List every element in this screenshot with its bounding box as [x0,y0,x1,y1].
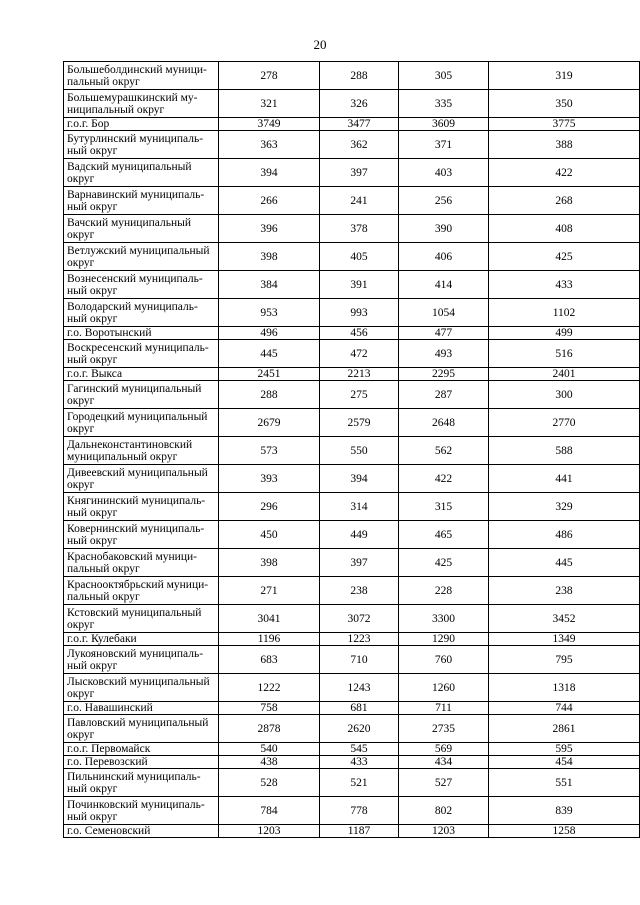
value-cell-2: 778 [320,797,399,825]
table-row [64,299,640,327]
municipality-name-cell: Вадский муниципальный округ [64,159,219,187]
value-cell-4: 329 [489,493,640,521]
municipality-name-cell: Лукояновский муниципаль- ный округ [64,646,219,674]
municipality-name-cell: Ковернинский муниципаль- ный округ [64,521,219,549]
value-cell-2: 2579 [320,409,399,437]
value-cell-1: 1203 [219,825,320,838]
value-cell-1: 683 [219,646,320,674]
municipality-name-cell: Павловский муниципальный округ [64,715,219,743]
value-cell-2: 314 [320,493,399,521]
value-cell-2: 710 [320,646,399,674]
value-cell-3: 477 [399,327,489,340]
value-cell-3: 465 [399,521,489,549]
table-row [64,577,640,605]
value-cell-3: 390 [399,215,489,243]
table-row [64,493,640,521]
value-cell-2: 545 [320,743,399,756]
value-cell-2: 1223 [320,633,399,646]
value-cell-3: 760 [399,646,489,674]
value-cell-1: 271 [219,577,320,605]
table-row [64,159,640,187]
value-cell-3: 434 [399,756,489,769]
value-cell-2: 449 [320,521,399,549]
value-cell-3: 3609 [399,118,489,131]
value-cell-1: 278 [219,62,320,90]
value-cell-2: 456 [320,327,399,340]
value-cell-4: 744 [489,702,640,715]
municipality-name-cell: г.о.г. Бор [64,118,219,131]
value-cell-4: 486 [489,521,640,549]
value-cell-4: 454 [489,756,640,769]
value-cell-3: 406 [399,243,489,271]
municipality-name-cell: Вачский муниципальный округ [64,215,219,243]
value-cell-3: 287 [399,381,489,409]
value-cell-1: 573 [219,437,320,465]
municipality-name-cell: Городецкий муниципальный округ [64,409,219,437]
municipality-name-cell: г.о.г. Первомайск [64,743,219,756]
table-row [64,271,640,299]
value-cell-4: 433 [489,271,640,299]
value-cell-4: 839 [489,797,640,825]
municipality-name-cell: г.о.г. Кулебаки [64,633,219,646]
municipality-name-cell: Пильнинский муниципаль- ный округ [64,769,219,797]
value-cell-2: 288 [320,62,399,90]
value-cell-1: 528 [219,769,320,797]
table-row [64,340,640,368]
value-cell-1: 396 [219,215,320,243]
value-cell-2: 326 [320,90,399,118]
value-cell-4: 300 [489,381,640,409]
value-cell-3: 371 [399,131,489,159]
table-row [64,605,640,633]
value-cell-4: 350 [489,90,640,118]
municipality-name-cell: Большемурашкинский му- ниципальный округ [64,90,219,118]
value-cell-4: 1318 [489,674,640,702]
municipality-name-cell: Варнавинский муниципаль- ный округ [64,187,219,215]
value-cell-4: 388 [489,131,640,159]
table-row [64,90,640,118]
value-cell-3: 228 [399,577,489,605]
municipality-name-cell: г.о. Навашинский [64,702,219,715]
value-cell-2: 2620 [320,715,399,743]
municipality-name-cell: Вознесенский муниципаль- ный округ [64,271,219,299]
value-cell-1: 3041 [219,605,320,633]
value-cell-2: 394 [320,465,399,493]
value-cell-1: 438 [219,756,320,769]
table-row [64,409,640,437]
value-cell-3: 493 [399,340,489,368]
value-cell-2: 275 [320,381,399,409]
value-cell-1: 1222 [219,674,320,702]
municipality-name-cell: Воскресенский муниципаль- ный округ [64,340,219,368]
municipality-name-cell: Большеболдинский муници- пальный округ [64,62,219,90]
table-row [64,215,640,243]
value-cell-1: 296 [219,493,320,521]
value-cell-2: 550 [320,437,399,465]
value-cell-2: 433 [320,756,399,769]
value-cell-3: 1290 [399,633,489,646]
table-row [64,797,640,825]
table-row [64,327,640,340]
value-cell-3: 802 [399,797,489,825]
value-cell-1: 784 [219,797,320,825]
value-cell-1: 321 [219,90,320,118]
value-cell-3: 569 [399,743,489,756]
value-cell-1: 445 [219,340,320,368]
value-cell-4: 3452 [489,605,640,633]
value-cell-4: 3775 [489,118,640,131]
table-row [64,756,640,769]
table-row [64,437,640,465]
value-cell-1: 384 [219,271,320,299]
municipality-name-cell: Лысковский муниципальный округ [64,674,219,702]
table-row [64,118,640,131]
value-cell-4: 795 [489,646,640,674]
municipality-name-cell: г.о. Перевозский [64,756,219,769]
value-cell-4: 499 [489,327,640,340]
table-row [64,131,640,159]
value-cell-1: 2878 [219,715,320,743]
value-cell-2: 397 [320,549,399,577]
municipality-name-cell: г.о. Семеновский [64,825,219,838]
value-cell-2: 362 [320,131,399,159]
table-row [64,702,640,715]
table-row [64,465,640,493]
municipality-name-cell: Краснооктябрьский муници- пальный округ [64,577,219,605]
table-row [64,243,640,271]
value-cell-3: 305 [399,62,489,90]
value-cell-4: 319 [489,62,640,90]
value-cell-1: 266 [219,187,320,215]
value-cell-4: 1349 [489,633,640,646]
value-cell-1: 496 [219,327,320,340]
data-table [63,61,640,838]
value-cell-2: 1187 [320,825,399,838]
value-cell-1: 2451 [219,368,320,381]
value-cell-3: 1203 [399,825,489,838]
value-cell-4: 588 [489,437,640,465]
value-cell-3: 256 [399,187,489,215]
value-cell-1: 363 [219,131,320,159]
value-cell-3: 2735 [399,715,489,743]
value-cell-1: 450 [219,521,320,549]
table-row [64,368,640,381]
value-cell-2: 3477 [320,118,399,131]
page-number: 20 [313,37,327,52]
value-cell-1: 3749 [219,118,320,131]
table-body [64,62,640,838]
value-cell-2: 681 [320,702,399,715]
municipality-name-cell: Бутурлинский муниципаль- ный округ [64,131,219,159]
municipality-name-cell: Володарский муниципаль- ный округ [64,299,219,327]
value-cell-3: 711 [399,702,489,715]
municipality-name-cell: г.о. Воротынский [64,327,219,340]
table-row [64,825,640,838]
table-row [64,381,640,409]
value-cell-2: 3072 [320,605,399,633]
value-cell-1: 398 [219,549,320,577]
value-cell-2: 472 [320,340,399,368]
value-cell-2: 378 [320,215,399,243]
value-cell-2: 993 [320,299,399,327]
value-cell-1: 540 [219,743,320,756]
value-cell-3: 562 [399,437,489,465]
municipality-name-cell: Гагинский муниципальный округ [64,381,219,409]
value-cell-3: 527 [399,769,489,797]
value-cell-4: 422 [489,159,640,187]
value-cell-1: 393 [219,465,320,493]
value-cell-3: 2648 [399,409,489,437]
value-cell-3: 1260 [399,674,489,702]
value-cell-1: 758 [219,702,320,715]
value-cell-3: 1054 [399,299,489,327]
value-cell-3: 414 [399,271,489,299]
value-cell-3: 2295 [399,368,489,381]
value-cell-1: 398 [219,243,320,271]
table-row [64,769,640,797]
municipality-name-cell: Кстовский муниципальный округ [64,605,219,633]
value-cell-2: 1243 [320,674,399,702]
value-cell-3: 315 [399,493,489,521]
value-cell-4: 1258 [489,825,640,838]
municipality-name-cell: Краснобаковский муници- пальный округ [64,549,219,577]
value-cell-1: 953 [219,299,320,327]
value-cell-4: 2861 [489,715,640,743]
table-row [64,674,640,702]
municipality-name-cell: г.о.г. Выкса [64,368,219,381]
value-cell-4: 516 [489,340,640,368]
value-cell-2: 397 [320,159,399,187]
value-cell-2: 241 [320,187,399,215]
value-cell-1: 394 [219,159,320,187]
value-cell-4: 425 [489,243,640,271]
value-cell-4: 595 [489,743,640,756]
value-cell-2: 405 [320,243,399,271]
value-cell-3: 422 [399,465,489,493]
value-cell-3: 3300 [399,605,489,633]
table-row [64,743,640,756]
municipality-name-cell: Починковский муниципаль- ный округ [64,797,219,825]
value-cell-1: 288 [219,381,320,409]
municipality-name-cell: Дивеевский муниципальный округ [64,465,219,493]
value-cell-2: 2213 [320,368,399,381]
value-cell-2: 238 [320,577,399,605]
table-row [64,646,640,674]
table-row [64,187,640,215]
value-cell-4: 238 [489,577,640,605]
value-cell-3: 425 [399,549,489,577]
municipality-name-cell: Ветлужский муниципальный округ [64,243,219,271]
value-cell-3: 403 [399,159,489,187]
table-row [64,549,640,577]
value-cell-2: 391 [320,271,399,299]
value-cell-4: 268 [489,187,640,215]
value-cell-4: 445 [489,549,640,577]
table-row [64,633,640,646]
value-cell-4: 2770 [489,409,640,437]
value-cell-4: 408 [489,215,640,243]
value-cell-1: 1196 [219,633,320,646]
municipality-name-cell: Дальнеконстантиновский муниципальный округ [64,437,219,465]
municipality-name-cell: Княгининский муниципаль- ный округ [64,493,219,521]
value-cell-4: 1102 [489,299,640,327]
table-row [64,62,640,90]
value-cell-2: 521 [320,769,399,797]
value-cell-4: 441 [489,465,640,493]
value-cell-4: 2401 [489,368,640,381]
value-cell-1: 2679 [219,409,320,437]
table-row [64,715,640,743]
table-row [64,521,640,549]
value-cell-3: 335 [399,90,489,118]
value-cell-4: 551 [489,769,640,797]
